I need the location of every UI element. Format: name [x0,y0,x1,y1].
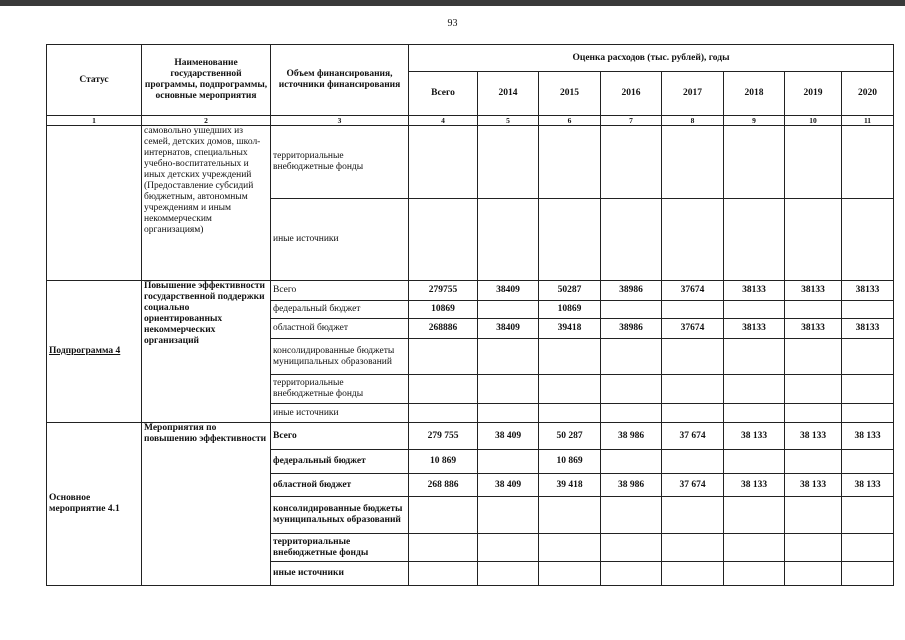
empty-cell [601,375,662,404]
source-label: иные источники [271,404,409,423]
empty-cell [539,126,601,199]
empty-cell [662,497,724,534]
value-cell: 38133 [842,281,894,301]
table-header [47,45,894,126]
header-year: 2016 [601,72,662,116]
value-cell [842,450,894,474]
empty-cell [842,562,894,586]
column-index: 3 [271,116,409,126]
column-index: 2 [142,116,271,126]
value-cell: 38133 [785,319,842,339]
empty-cell [409,126,478,199]
empty-cell [785,126,842,199]
column-index: 5 [478,116,539,126]
empty-cell [724,562,785,586]
value-cell [601,301,662,319]
value-cell: 39 418 [539,474,601,497]
value-cell [842,301,894,319]
empty-cell [539,199,601,281]
empty-cell [409,497,478,534]
header-year: 2017 [662,72,724,116]
source-label: областной бюджет [271,474,409,497]
value-cell: 37 674 [662,474,724,497]
source-label: иные источники [271,562,409,586]
empty-cell [785,199,842,281]
empty-cell [662,339,724,375]
value-cell: 50 287 [539,423,601,450]
block-subprogram-4 [47,281,894,423]
empty-cell [539,562,601,586]
source-label: консолидированные бюджеты муниципальных образований [271,497,409,534]
empty-cell [409,375,478,404]
value-cell: 38986 [601,281,662,301]
block-continuation [47,126,894,281]
value-cell: 268886 [409,319,478,339]
column-index: 10 [785,116,842,126]
status-cell [47,126,142,281]
empty-cell [409,339,478,375]
empty-cell [478,534,539,562]
header-year: 2019 [785,72,842,116]
subprogram-name: Повышение эффективности государственной поддержки социально ориентированных некоммерческих организаций [142,281,271,423]
value-cell: 38 986 [601,474,662,497]
value-cell [478,450,539,474]
value-cell: 37 674 [662,423,724,450]
header-year: 2014 [478,72,539,116]
header-year: 2020 [842,72,894,116]
value-cell: 10869 [409,301,478,319]
status-subprogram: Подпрограмма 4 [47,281,142,423]
empty-cell [601,339,662,375]
column-index-row [47,116,894,126]
empty-cell [842,497,894,534]
header-year: 2015 [539,72,601,116]
financing-table [46,44,894,586]
value-cell: 38 409 [478,423,539,450]
value-cell [662,301,724,319]
source-label: Всего [271,281,409,301]
activity-name: Мероприятия по повышению эффективности [142,423,271,586]
value-cell: 38 133 [842,474,894,497]
empty-cell [478,126,539,199]
source-label: территориальные внебюджетные фонды [271,126,409,199]
value-cell: 38 133 [842,423,894,450]
value-cell: 37674 [662,319,724,339]
empty-cell [478,375,539,404]
column-index: 9 [724,116,785,126]
value-cell: 50287 [539,281,601,301]
value-cell [785,450,842,474]
source-label: территориальные внебюджетные фонды [271,534,409,562]
empty-cell [539,404,601,423]
source-label: областной бюджет [271,319,409,339]
value-cell: 38133 [785,281,842,301]
header-estimate: Оценка расходов (тыс. рублей), годы [409,45,894,72]
empty-cell [601,199,662,281]
value-cell: 38 133 [785,474,842,497]
empty-cell [662,562,724,586]
value-cell: 279 755 [409,423,478,450]
empty-cell [601,497,662,534]
scan-top-border [0,0,905,6]
column-index: 7 [601,116,662,126]
value-cell: 38409 [478,281,539,301]
value-cell [662,450,724,474]
header-status: Статус [47,45,142,116]
block-main-activity-4-1 [47,423,894,586]
empty-cell [842,199,894,281]
empty-cell [409,534,478,562]
empty-cell [601,534,662,562]
value-cell: 38986 [601,319,662,339]
value-cell: 38133 [842,319,894,339]
value-cell: 10869 [539,301,601,319]
empty-cell [662,404,724,423]
header-year: 2018 [724,72,785,116]
column-index: 4 [409,116,478,126]
value-cell [785,301,842,319]
source-label: иные источники [271,199,409,281]
empty-cell [662,534,724,562]
header-name: Наименование государственной программы, подпрограммы, основные мероприятия [142,45,271,116]
value-cell [478,301,539,319]
source-label: Всего [271,423,409,450]
value-cell: 10 869 [539,450,601,474]
page-number: 93 [447,18,458,29]
empty-cell [724,339,785,375]
empty-cell [785,375,842,404]
empty-cell [842,339,894,375]
value-cell: 10 869 [409,450,478,474]
empty-cell [724,534,785,562]
empty-cell [724,375,785,404]
empty-cell [785,497,842,534]
empty-cell [409,562,478,586]
empty-cell [539,534,601,562]
empty-cell [842,534,894,562]
column-index: 11 [842,116,894,126]
source-label: федеральный бюджет [271,450,409,474]
value-cell: 37674 [662,281,724,301]
value-cell: 279755 [409,281,478,301]
value-cell: 38133 [724,319,785,339]
empty-cell [601,562,662,586]
value-cell: 268 886 [409,474,478,497]
empty-cell [785,339,842,375]
header-year: Всего [409,72,478,116]
empty-cell [662,375,724,404]
status-main-activity: Основное мероприятие 4.1 [47,423,142,586]
value-cell [601,450,662,474]
empty-cell [724,199,785,281]
column-index: 8 [662,116,724,126]
empty-cell [478,199,539,281]
column-index: 6 [539,116,601,126]
empty-cell [478,404,539,423]
empty-cell [842,126,894,199]
empty-cell [662,199,724,281]
empty-cell [724,126,785,199]
value-cell: 38 133 [724,474,785,497]
empty-cell [785,562,842,586]
value-cell: 38 409 [478,474,539,497]
empty-cell [539,375,601,404]
empty-cell [842,404,894,423]
source-label: территориальные внебюджетные фонды [271,375,409,404]
value-cell: 38409 [478,319,539,339]
value-cell: 38133 [724,281,785,301]
empty-cell [601,126,662,199]
empty-cell [478,339,539,375]
value-cell: 38 986 [601,423,662,450]
source-label: консолидированные бюджеты муниципальных образований [271,339,409,375]
header-source: Объем финансирования, источники финансирования [271,45,409,116]
empty-cell [724,404,785,423]
empty-cell [724,497,785,534]
empty-cell [539,497,601,534]
value-cell [724,301,785,319]
program-name: самовольно ушедших из семей, детских домов, школ-интернатов, специальных учебно-воспитательных и иных детских учреждений (Предоставление субсидий бюджетным, автономным учреждениям и иным некоммерческим организациям) [142,126,271,281]
value-cell: 39418 [539,319,601,339]
source-label: федеральный бюджет [271,301,409,319]
empty-cell [842,375,894,404]
empty-cell [601,404,662,423]
empty-cell [539,339,601,375]
empty-cell [785,404,842,423]
column-index: 1 [47,116,142,126]
value-cell: 38 133 [785,423,842,450]
empty-cell [409,404,478,423]
empty-cell [409,199,478,281]
value-cell: 38 133 [724,423,785,450]
empty-cell [785,534,842,562]
empty-cell [478,562,539,586]
empty-cell [662,126,724,199]
empty-cell [478,497,539,534]
value-cell [724,450,785,474]
